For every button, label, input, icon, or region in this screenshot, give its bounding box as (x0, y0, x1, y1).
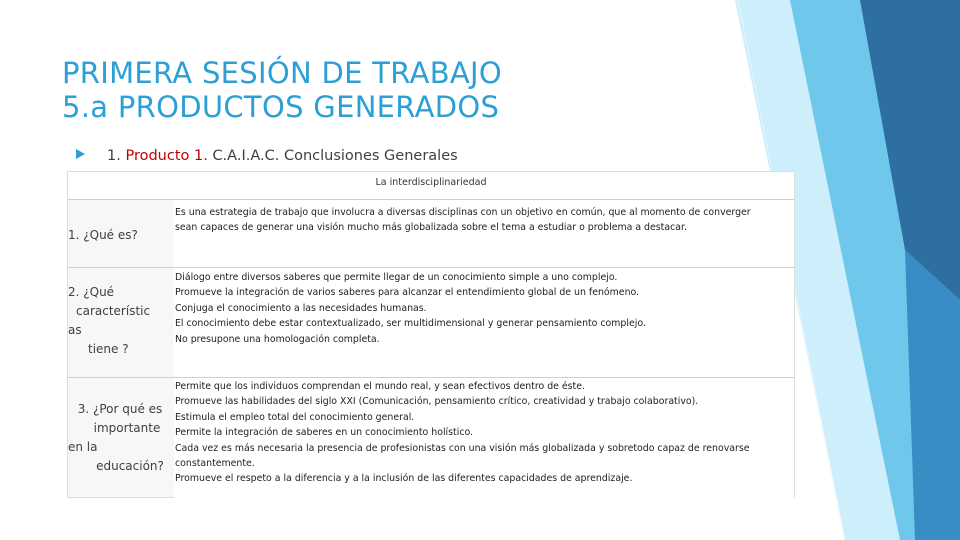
answer-line: constantemente. (175, 458, 255, 470)
answer-line: Promueve la integración de varios saberes para alcanzar el entendimiento global de un fenómeno. (175, 287, 640, 299)
answer-cell (174, 200, 794, 268)
answer-line: Permite la integración de saberes en un conocimiento holístico. (175, 427, 474, 439)
table-row (68, 199, 794, 268)
arrow-bullet-icon (76, 149, 85, 159)
answer-line: Promueve el respeto a la diferencia y a la inclusión de las diferentes capacidades de aprendizaje. (175, 473, 633, 485)
title-line-2: 5.a PRODUCTOS GENERADOS (62, 90, 500, 124)
question-line: 3. ¿Por qué es (77, 402, 163, 416)
bullet-highlight: Producto 1. (125, 148, 208, 164)
table-row (68, 267, 794, 378)
bullet-number: 1. (107, 148, 121, 164)
question-line: en la (68, 440, 98, 454)
answer-cell (174, 268, 794, 378)
question-cell (68, 283, 172, 359)
table-row (68, 377, 794, 499)
answer-line: Estimula el empleo total del conocimiento general. (175, 411, 415, 423)
slide-title (62, 56, 502, 124)
table-header: La interdisciplinariedad (68, 172, 794, 199)
answer-line: Conjuga el conocimiento a las necesidades humanas. (175, 302, 427, 314)
question-cell (68, 226, 172, 245)
answer-line: Promueve las habilidades del siglo XXI (Comunicación, pensamiento crítico, creatividad y trabajo colaborativo). (175, 396, 699, 408)
answer-line: sean capaces de generar una visión mucho más globalizada sobre el tema a estudiar o problema a destacar. (175, 222, 687, 234)
answer-line: Diálogo entre diversos saberes que permite llegar de un conocimiento simple a uno complejo. (175, 272, 618, 283)
question-line: as (68, 323, 82, 337)
title-line-1: PRIMERA SESIÓN DE TRABAJO (62, 56, 503, 90)
answer-line: Permite que los individuos comprendan el mundo real, y sean efectivos dentro de éste. (175, 381, 585, 392)
question-line: característic (76, 304, 151, 318)
answer-cell (174, 378, 794, 499)
bullet-item (76, 148, 458, 164)
answer-line: No presupone una homologación completa. (175, 333, 380, 345)
question-line: tiene ? (88, 342, 129, 356)
answer-line: Cada vez es más necesaria la presencia de profesionistas con una visión más globalizada y sobretodo capaz de renovarse (175, 442, 750, 454)
question-cell (68, 400, 172, 476)
content-table (67, 171, 795, 498)
question-line: 2. ¿Qué (68, 285, 115, 299)
bullet-text: C.A.I.A.C. Conclusiones Generales (212, 148, 458, 164)
question-line: 1. ¿Qué es? (68, 228, 138, 242)
question-line: importante (93, 421, 161, 435)
answer-line: El conocimiento debe estar contextualizado, ser multidimensional y generar pensamiento complejo. (175, 318, 646, 330)
answer-line: Es una estrategia de trabajo que involucra a diversas disciplinas con un objetivo en común, que al momento de converger (175, 207, 751, 218)
question-line: educación? (96, 459, 164, 473)
